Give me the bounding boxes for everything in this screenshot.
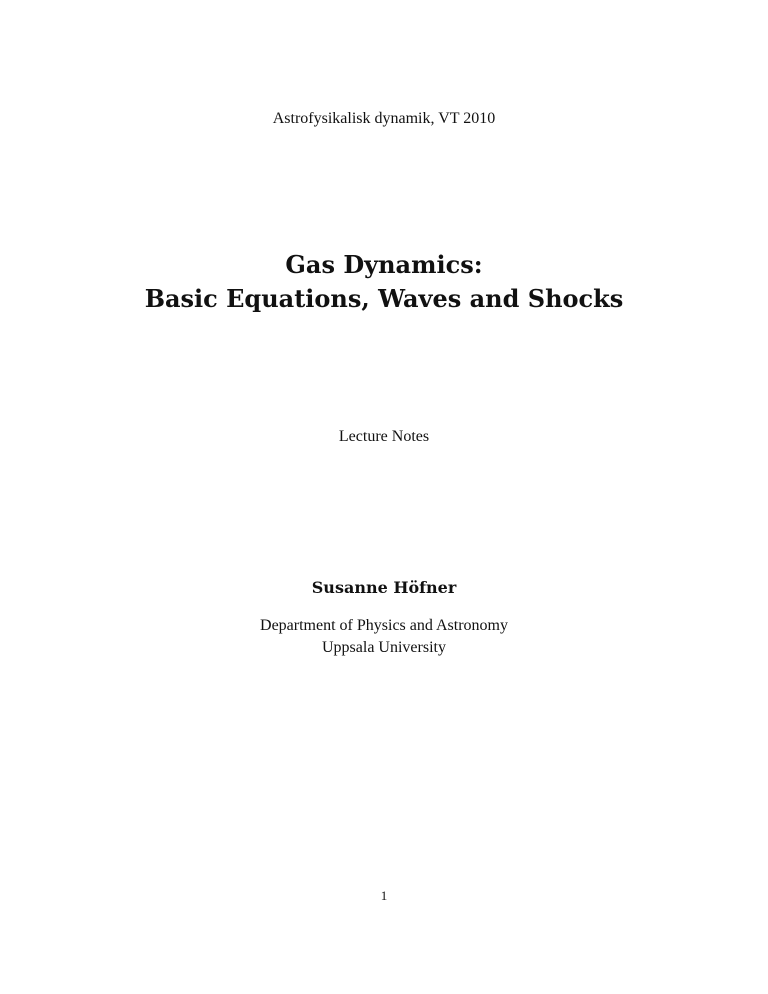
university-name: Uppsala University xyxy=(322,639,446,656)
page-number: 1 xyxy=(380,888,388,903)
author-affiliation xyxy=(0,615,768,659)
course-header: Astrofysikalisk dynamik, VT 2010 xyxy=(272,110,496,127)
document-subtitle: Lecture Notes xyxy=(338,428,430,445)
document-title xyxy=(0,248,768,316)
author-name: Susanne Höfner xyxy=(311,578,457,597)
title-line-1: Gas Dynamics: xyxy=(285,250,483,279)
title-line-2: Basic Equations, Waves and Shocks xyxy=(144,284,624,313)
department-name: Department of Physics and Astronomy xyxy=(260,617,508,634)
